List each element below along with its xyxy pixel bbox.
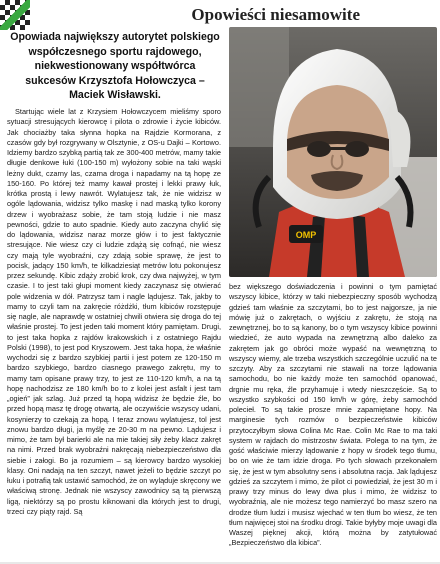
article-title: Opowieści niesamowite bbox=[191, 5, 360, 24]
driver-helmet-illustration bbox=[229, 27, 437, 277]
body-paragraph: bez większego doświadczenia i powinni o tym pamiętać wszyscy kibice, którzy w taki niebezpieczny sposób wychodzą gdzieś tam właśnie za szczytami, bo to jest najgorsze, ja nie mówię już o zakrętach, o wyjściu z zakrętu, że stoją na zewnętrznej, bo to są kanony, bo o tym wszyscy kibice powinni wiedzieć, że auto wypada na zewnętrzną albo daleko za zakrętem jak go obróci może wypaść na wewnętrzną to wszyscy wiemy, ale trzeba wszystkich szczególnie uczulić na te szczyty. Aby za szczytami nie stawali na torze lądowania samochodu, bo nie każdy może ten samochód opanować, drgnie mu ręka, źle przyhamuje i wtedy nieszczęście. Są to wszystko szybkości od 150 km/h w górę, żeby samochód polecieł. To są takie prosze mnie zapamiętane hopy. Na marginesie tych rozmów o bezpieczeństwie kibiców przytoczyłbym słowa Colina Mc Rae. Colin Mc Rae to ma taki system w rajdach do mistrzostw świata. Polega to na tym, że gość właściwie mierzy lądowanie z hopy w środek tego tłumu, bo on wie że tam idzie droga. Po tych słowach przekonałem się, że jest w tym absolutny sens i absolutna racja. Jak lądujesz gdzieś za szczytem i mimo, że pilot ci powiedział, że jest 30 m i prawy trzy minus do lewy dwa plus i mimo, że widzisz to wyobraźnią, ale nie możesz tego namierzyć bo masz szero na drodze tłum ludzi i musisz wjechać w ten tłum bo wiesz, że ten tłum najwięcej stoi na środku drogi. Takie byłyby moje uwagi dla Waszej pięknej akcji, którą można by zatytułować „Bezpieczeństwo dla kibica”. bbox=[229, 282, 437, 548]
article-body-left-column bbox=[7, 107, 221, 517]
body-paragraph: Startując wiele lat z Krzysiem Hołowczycem mieliśmy sporo sytuacji stresujących kierowcę i pilota o zdrowie i życie kibiców. Jak chociażby taka słynna hopka na Rajdzie Kormorana, z czasów gdy był rozgrywany w Olsztynie, z OS-u Dajki – Kortowo. Idziemy bardzo szybką partią tak ze 300-400 metrów, mamy takie długie denkowe łuki (100-150 m) wyłożony sobie na taki wąski leżny dukt, czarny las, czarna droga i napadamy na tą hopę ze 150-160. Po której też mamy kawał prostej i lekki prawy łuk, krótka prostą i lewy nawrót. Wylatujesz tak, że nie widzisz w ogóle lądowania, widzisz tylko maskę i nad maską tylko korony drzew i wyobrażasz sobie, że tam stoją ludzie i nie masz pewności, gdzie to auto spadnie. Kiedy auto zaczyna chylić się do lądowania, widzisz naraz morze głów i to jest faktycznie stresujące. Nie wiesz czy ci ludzie zdążą się cofnąć, nie wiesz czy mają tyle wyobraźni, czy zdają sobie sprawę, że jest to pocisk, jadący 150 km/h, te kilkadziesiąt metrów lotu pokonujesz przez sekundę. Kibic zdąży zrobić krok, czy dwa najwyżej, w tym czasie. I to jest taki głupi moment kiedy zaczynasz się otwierać pole widzenia w dół. Patrzysz tam i nagle lądujesz. Tak, jakby to mamy to czyli tam na zakręcie różdżki, tłum kibiców rozstępuje się nagle, ale naprawdę w ostatniej chwili otwiera się droga do tej właśnie prostej. To jest jeden taki moment który pamiętam. Drugi, to jest taka hopka z rajdów krakowskich i z ostatniego Rajdu Polski (1998), to jest pod Kryszowem. Jest taka hopa, że właśnie wychodzi się z bardzo szybkiej partii i jest potem ze 120-150 m bardzo szybkiego, bardzo ciasnego prawego zakrętu, my to mamy tam opisane prawy trzy, to jest ze 110-120 km/h, a na tą hopę nachodzisz ze 180 km/h bo to z kolei jest asfalt i jest tam „ogień” jak szlag. Już przed tą hopą widzisz że będzie źle, bo przed hopą masz tę drogę otwartą, ale oczywiście wszyscy udani, kosynierzy to czekają za hopą. I teraz znowu wylatujesz, tol jest znowu bardzo długi, ja myślę ze 20-30 m na pewno. Lądujesz i mimo, że tam był barierki ale na mie takiej siły żeby klacz zakręt na nimi. Przed brak wyobraźni nakręcają niebezpieczeństwo dla siebie i załogi. Bo ja rozumiem – są kierowcy bardzo wysokiej klasy. Oni nadają na ten szczyt, nawet jeżeli to będzie szczyt po łuku i potrafią tak ustawić samochód, że on wyląduje skręcony we właściwą stronę. Jednak nie wszyscy zawodnicy są tą pierwszą ligą, niektórzy są po prostu kiknowani dla których jest to drugi, trzeci czy piąty rajd. Są bbox=[7, 107, 221, 516]
driver-photo bbox=[229, 27, 437, 277]
suit-badge-text: OMP bbox=[295, 230, 317, 240]
header bbox=[0, 4, 440, 26]
article-lead: Opowiada największy autorytet polskiego współczesnego sportu rajdowego, niekwestionowany współtwórca sukcesów Krzysztofa Hołowczyca – Maciek Wisławski. bbox=[10, 31, 220, 102]
article-body-right-column bbox=[229, 282, 437, 549]
